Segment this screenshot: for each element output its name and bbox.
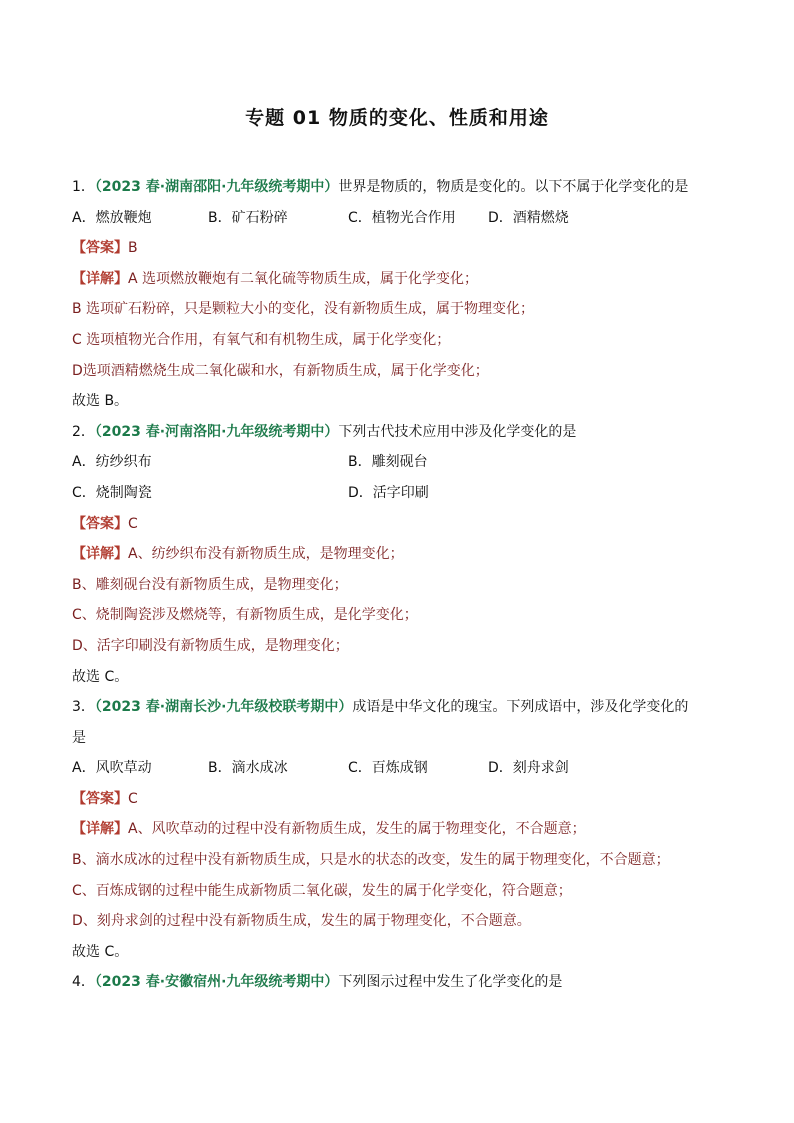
question-2-conclusion: 故选 C。 [72, 668, 129, 685]
question-source: （2023 春·河南洛阳·九年级统考期中） [94, 423, 339, 440]
option-d: D．活字印刷 [348, 484, 429, 501]
question-number: 1． [72, 179, 95, 195]
answer-tag: 【答案】 [72, 240, 128, 257]
question-text: 下列图示过程中发生了化学变化的是 [338, 974, 563, 991]
question-3-stem [72, 692, 722, 723]
question-text: 成语是中华文化的瑰宝。下列成语中，涉及化学变化的 [352, 699, 689, 716]
detail-text: A、风吹草动的过程中没有新物质生成，发生的属于物理变化，不合题意； [128, 821, 586, 838]
question-source: （2023 春·湖南邵阳·九年级统考期中） [94, 179, 339, 195]
option-c: C．烧制陶瓷 [72, 484, 152, 501]
question-3-detail-line: B、滴水成冰的过程中没有新物质生成，只是水的状态的改变，发生的属于物理变化，不合题意； [72, 852, 670, 869]
question-3-detail-line: C、百炼成钢的过程中能生成新物质二氧化碳，发生的属于化学变化，符合题意； [72, 882, 572, 899]
option-b: B．矿石粉碎 [208, 209, 288, 226]
question-list [72, 172, 722, 998]
page-title: 专题 01 物质的变化、性质和用途 [245, 107, 549, 129]
option-a: A．风吹草动 [72, 760, 152, 777]
answer-tag: 【答案】 [72, 790, 128, 807]
detail-tag: 【详解】 [72, 821, 128, 838]
question-text: 下列古代技术应用中涉及化学变化的是 [338, 423, 577, 440]
question-2-detail-line [72, 539, 722, 570]
option-a: A．燃放鞭炮 [72, 209, 152, 226]
option-c: C．植物光合作用 [348, 209, 456, 226]
question-3-stem-continued: 是 [72, 729, 86, 746]
answer-value: C [128, 790, 138, 807]
question-3-answer [72, 784, 722, 815]
question-1-answer [72, 233, 722, 264]
detail-tag: 【详解】 [72, 270, 128, 287]
option-d: D．刻舟求剑 [488, 760, 569, 777]
question-3-conclusion: 故选 C。 [72, 943, 129, 960]
question-2-detail-line: B、雕刻砚台没有新物质生成，是物理变化； [72, 576, 348, 593]
question-number: 4． [72, 974, 95, 991]
question-2-options-row [72, 478, 722, 509]
detail-tag: 【详解】 [72, 546, 128, 563]
question-1-conclusion: 故选 B。 [72, 393, 129, 410]
question-text: 世界是物质的，物质是变化的。以下不属于化学变化的是 [338, 179, 689, 195]
question-1-stem [72, 172, 722, 203]
question-3-detail-line [72, 814, 722, 845]
question-number: 3． [72, 699, 95, 716]
option-b: B．滴水成冰 [208, 760, 288, 777]
question-number: 2． [72, 423, 95, 440]
question-2-detail-line: C、烧制陶瓷涉及燃烧等，有新物质生成，是化学变化； [72, 607, 418, 624]
detail-text: A 选项燃放鞭炮有二氧化硫等物质生成，属于化学变化； [128, 270, 479, 287]
question-2-detail-line: D、活字印刷没有新物质生成，是物理变化； [72, 637, 349, 654]
answer-value: C [128, 515, 138, 532]
option-d: D．酒精燃烧 [488, 209, 569, 226]
question-1-detail-line: B 选项矿石粉碎，只是颗粒大小的变化，没有新物质生成，属于物理变化； [72, 301, 535, 318]
option-c: C．百炼成钢 [348, 760, 428, 777]
option-b: B．雕刻砚台 [348, 454, 428, 471]
question-2-answer [72, 509, 722, 540]
question-2-options-row [72, 447, 722, 478]
question-4-stem [72, 967, 722, 998]
question-1-detail-line: C 选项植物光合作用，有氧气和有机物生成，属于化学变化； [72, 331, 451, 348]
answer-value: B [128, 240, 138, 257]
option-a: A．纺纱织布 [72, 454, 152, 471]
question-2-stem [72, 417, 722, 448]
answer-tag: 【答案】 [72, 515, 128, 532]
question-3-options [72, 753, 722, 784]
question-1-detail-line [72, 264, 722, 295]
question-1-detail-line: D选项酒精燃烧生成二氧化碳和水，有新物质生成，属于化学变化； [72, 362, 489, 379]
question-1-options [72, 203, 722, 234]
detail-text: A、纺纱织布没有新物质生成，是物理变化； [128, 546, 404, 563]
question-source: （2023 春·湖南长沙·九年级校联考期中） [94, 699, 353, 716]
question-source: （2023 春·安徽宿州·九年级统考期中） [94, 974, 339, 991]
question-3-detail-line: D、刻舟求剑的过程中没有新物质生成，发生的属于物理变化，不合题意。 [72, 913, 531, 930]
